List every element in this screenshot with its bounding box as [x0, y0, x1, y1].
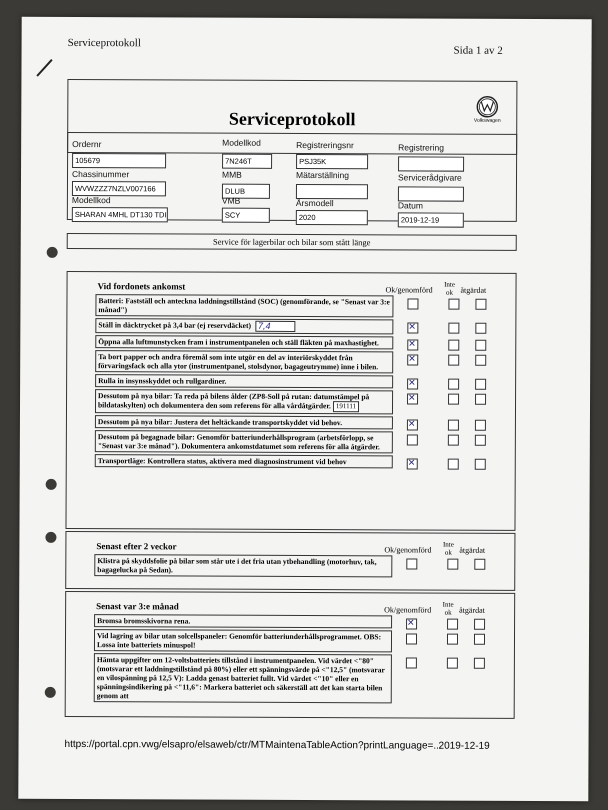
- atgardat-checkbox[interactable]: [474, 634, 485, 645]
- checklist-item-text: [95, 374, 393, 388]
- field-value: DLUB: [222, 184, 270, 199]
- field-label: Årsmodell: [295, 197, 334, 209]
- ok-checkbox[interactable]: [407, 458, 418, 469]
- section-title: Senast efter 2 veckor: [96, 541, 177, 552]
- field-label: Mätarställning: [295, 169, 349, 181]
- punch-hole: [46, 479, 57, 490]
- footer-date: 2019-12-19: [438, 740, 490, 752]
- checklist-item: [67, 318, 515, 335]
- checklist-item-label: Dessutom på nya bilar: Ta reda på bilens ålder (ZP8-Soll på rutan: datumstämpel på bildataskylten) och dokumentera den som referens för alla vårdåtgärder.: [97, 391, 370, 411]
- checklist: [67, 294, 516, 469]
- field-value: 2019-12-19: [398, 212, 464, 227]
- field-label: Modellkod: [71, 194, 111, 206]
- page-number: Sida 1 av 2: [453, 44, 503, 57]
- document-page: [18, 17, 591, 801]
- checklist-item-text: [95, 350, 393, 373]
- checklist-item-text: [94, 614, 392, 628]
- ok-checkbox[interactable]: [407, 322, 418, 333]
- inte-ok-checkbox[interactable]: [447, 559, 458, 570]
- checklist-item: [67, 294, 515, 318]
- col-atgardat: åtgärdat: [460, 285, 487, 295]
- inte-ok-checkbox[interactable]: [447, 619, 458, 630]
- field-label: Ordernr: [72, 138, 102, 150]
- inte-ok-checkbox[interactable]: [448, 420, 459, 431]
- field-value: WVWZZZ7NZLV007166: [72, 181, 166, 196]
- checklist-item-text: [95, 430, 393, 453]
- field-label: MMB: [222, 169, 242, 180]
- inte-ok-checkbox[interactable]: [448, 394, 459, 405]
- ok-checkbox[interactable]: [407, 339, 418, 350]
- inte-ok-checkbox[interactable]: [448, 459, 459, 470]
- ok-checkbox[interactable]: [407, 378, 418, 389]
- col-atgardat: åtgärdat: [459, 545, 486, 555]
- ok-checkbox[interactable]: [407, 434, 418, 445]
- checklist-item-text: [95, 415, 393, 429]
- field-value: SCY: [222, 208, 270, 223]
- field-label: Registrering: [398, 142, 444, 153]
- section-arrival: [65, 271, 516, 531]
- field-value: 7N246T: [222, 154, 272, 169]
- footer-url: https://portal.cpn.vwg/elsapro/elsaweb/ctr/MTMaintenaTableAction?printLanguage=...: [64, 738, 442, 752]
- checklist-item-label: Batteri: Fastställ och anteckna laddningstillstånd (SOC) (genomförande, se "Senast var 3:e månad"): [98, 296, 390, 315]
- checklist-item-text: [95, 318, 393, 334]
- inte-ok-checkbox[interactable]: [448, 323, 459, 334]
- ok-checkbox[interactable]: [407, 419, 418, 430]
- checklist-item-text: [95, 294, 393, 317]
- atgardat-checkbox[interactable]: [474, 559, 485, 570]
- checklist-item: [66, 554, 514, 578]
- checklist-item-label: Rulla in insynsskyddet och rullgardiner.: [98, 376, 227, 386]
- col-atgardat: åtgärdat: [459, 605, 485, 615]
- punch-hole: [45, 532, 56, 543]
- col-ok: Ok/genomförd: [385, 285, 433, 295]
- col-inte-ok: Inte ok: [444, 280, 455, 297]
- field-label: Modellkod: [222, 137, 261, 148]
- section-header: [66, 532, 514, 556]
- ok-checkbox[interactable]: [406, 558, 417, 569]
- inte-ok-checkbox[interactable]: [447, 658, 458, 669]
- checklist-item-text: [95, 335, 393, 349]
- section-title: Vid fordonets ankomst: [97, 281, 186, 292]
- page-title: Serviceprotokoll: [228, 108, 356, 130]
- col-ok: Ok/genomförd: [384, 605, 432, 615]
- field-value: PSJ35K: [296, 154, 368, 169]
- checklist-item: [67, 430, 515, 454]
- checklist-item-label: Dessutom på nya bilar: Justera det heltäckande transportskyddet vid behov.: [97, 417, 343, 428]
- ok-checkbox[interactable]: [406, 633, 417, 644]
- section-two-weeks: [65, 531, 515, 591]
- col-inte-ok: Inte ok: [442, 540, 454, 557]
- checklist-item: [66, 629, 514, 653]
- logo-text: Volkswagen: [473, 117, 501, 124]
- inte-ok-checkbox[interactable]: [448, 435, 459, 446]
- checklist-item: [67, 350, 515, 374]
- inte-ok-checkbox[interactable]: [448, 355, 459, 366]
- punch-hole: [47, 247, 58, 258]
- field-label: Datum: [397, 200, 423, 211]
- ok-checkbox[interactable]: [406, 657, 417, 668]
- checklist-item-label: Hämta uppgifter om 12-voltsbatteriets tillstånd i instrumentpanelen. Vid värdet <"80" (motsvarar ett laddningstillstånd på 80%) eller ett spänningsvärde på <"12,5" (motsvarar en vilospänning på 12,5 V): Ladda genast batteriet fullt. Vid värdet <"10" eller en spänningsindikering på <"11,6": Markera batteriet och säkerställ att det kan starta bilen genom att: [96, 655, 385, 701]
- atgardat-checkbox[interactable]: [475, 379, 486, 390]
- checklist-item-label: Ställ in däcktrycket på 3,4 bar (ej reservdäcket): [98, 320, 252, 330]
- field-label: VMB: [221, 195, 241, 206]
- ok-checkbox[interactable]: [407, 354, 418, 365]
- vw-logo: [472, 96, 502, 132]
- checklist-item-label: Ta bort papper och andra föremål som inte utgör en del av interiörskyddet från förvaringsfack och alla ytor (instrumentpanel, stolsdynor, bagageutrymme) inne i bilen.: [98, 352, 379, 372]
- service-banner: Service för lagerbilar och bilar som stått länge: [67, 233, 517, 251]
- atgardat-checkbox[interactable]: [475, 299, 486, 310]
- field-value: 105679: [72, 153, 166, 168]
- checklist-item-label: Klistra på skyddsfolie på bilar som står ute i det fria utan ytbehandling (motorhuv, tak, bagagelucka på Sedan).: [97, 556, 377, 575]
- field-value: [398, 156, 464, 171]
- atgardat-checkbox[interactable]: [475, 355, 486, 366]
- section-header: [66, 592, 514, 616]
- inline-value: 191111: [333, 401, 359, 412]
- vw-logo-icon: [476, 96, 498, 118]
- ok-checkbox[interactable]: [407, 298, 418, 309]
- punch-hole: [45, 687, 56, 698]
- checklist-item-text: [95, 454, 393, 468]
- field-value: [398, 186, 464, 201]
- checklist-item-label: Vid lagring av bilar utan solcellspaneler: Genomför batteriunderhållsprogrammet. OBS: Lossa inte batteriets minuspol!: [96, 631, 382, 650]
- checklist-item-label: Transportläge: Kontrollera status, aktivera med diagnosinstrument vid behov: [97, 456, 347, 467]
- checklist-item: [67, 454, 515, 469]
- inte-ok-checkbox[interactable]: [447, 634, 458, 645]
- inte-ok-checkbox[interactable]: [448, 340, 459, 351]
- field-value: 2020: [296, 210, 368, 225]
- checklist-item-label: Bromsa bromsskivorna rena.: [97, 616, 191, 626]
- atgardat-checkbox[interactable]: [475, 459, 486, 470]
- checklist: [66, 614, 514, 704]
- info-box: [67, 132, 517, 225]
- atgardat-checkbox[interactable]: [475, 420, 486, 431]
- section-header: [67, 272, 515, 296]
- checklist-item-text: [94, 554, 392, 577]
- atgardat-checkbox[interactable]: [475, 394, 486, 405]
- col-inte-ok: Inte ok: [442, 600, 454, 617]
- checklist-item-label: Dessutom på begagnade bilar: Genomför batteriunderhållsprogram (arbetsförlopp, se "Senast var 3:e månad"). Dokumentera ankomstdatumet som referens för alla åtgärder.: [97, 432, 380, 452]
- checklist-item: [67, 335, 515, 350]
- checklist-item: [67, 374, 515, 389]
- checklist-item: [66, 614, 514, 629]
- atgardat-checkbox[interactable]: [475, 435, 486, 446]
- field-label: Servicerådgivare: [397, 172, 462, 183]
- document-top-title: Serviceprotokoll: [67, 36, 141, 50]
- pen-mark: [36, 59, 52, 77]
- field-label: Chassinummer: [72, 168, 130, 180]
- ok-checkbox[interactable]: [407, 393, 418, 404]
- atgardat-checkbox[interactable]: [475, 340, 486, 351]
- field-value: SHARAN 4MHL DT130 TDI: [72, 207, 168, 222]
- checklist-item: [67, 415, 515, 430]
- inte-ok-checkbox[interactable]: [448, 379, 459, 390]
- checklist-item-text: [94, 653, 392, 703]
- field-value: [296, 184, 368, 199]
- field-label: Registreringsnr: [296, 139, 354, 151]
- checklist: [66, 554, 514, 578]
- col-ok: Ok/genomförd: [384, 545, 432, 555]
- section-title: Senast var 3:e månad: [96, 601, 179, 612]
- atgardat-checkbox[interactable]: [474, 619, 485, 630]
- section-three-months: [65, 591, 516, 719]
- atgardat-checkbox[interactable]: [474, 658, 485, 669]
- ok-checkbox[interactable]: [406, 618, 417, 629]
- checklist-item-text: [94, 629, 392, 652]
- checklist-item: [67, 389, 515, 415]
- handwritten-value: 7,4: [255, 321, 295, 332]
- atgardat-checkbox[interactable]: [475, 323, 486, 334]
- inte-ok-checkbox[interactable]: [448, 299, 459, 310]
- checklist-item: [66, 653, 514, 704]
- checklist-item-label: Öppna alla luftmunstycken fram i instrumentpanelen och ställ fläkten på maxhastighet.: [98, 337, 379, 348]
- checklist-item-text: [95, 389, 393, 414]
